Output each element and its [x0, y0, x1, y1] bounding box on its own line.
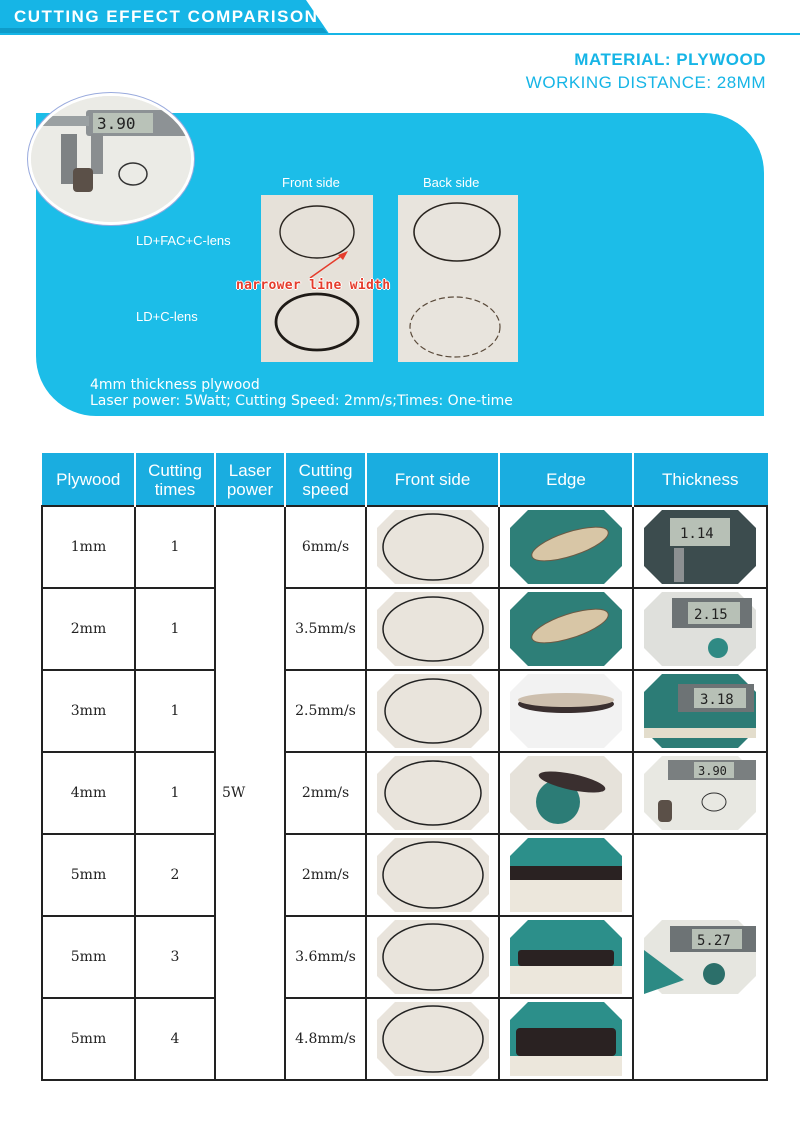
table-header-row	[42, 454, 767, 507]
svg-text:3.90: 3.90	[97, 114, 136, 133]
front-side-photo	[366, 752, 499, 834]
speed-cell: 6mm/s	[285, 506, 366, 588]
working-distance-label: WORKING DISTANCE: 28MM	[525, 73, 766, 92]
front-side-photo	[366, 588, 499, 670]
speed-cell: 3.6mm/s	[285, 916, 366, 998]
thickness-photo	[633, 588, 767, 670]
header-front-side: Front side	[366, 454, 499, 507]
speed-cell: 2.5mm/s	[285, 670, 366, 752]
plywood-cell: 2mm	[42, 588, 135, 670]
times-cell: 4	[135, 998, 215, 1080]
panel-note-thickness: 4mm thickness plywood	[90, 377, 260, 393]
row-clens-label: LD+C-lens	[136, 309, 198, 324]
col-front-label: Front side	[282, 175, 340, 190]
front-side-photo	[366, 998, 499, 1080]
plywood-cell: 1mm	[42, 506, 135, 588]
front-side-photo	[366, 506, 499, 588]
front-side-photo	[366, 834, 499, 916]
edge-photo	[499, 752, 633, 834]
table-row	[42, 752, 767, 834]
plywood-cell: 5mm	[42, 834, 135, 916]
times-cell: 3	[135, 916, 215, 998]
laser-power-cell: 5W	[215, 506, 285, 1080]
table-row	[42, 506, 767, 588]
speed-cell: 4.8mm/s	[285, 998, 366, 1080]
edge-photo	[499, 506, 633, 588]
back-sample-photo	[398, 195, 518, 362]
panel-note-settings: Laser power: 5Watt; Cutting Speed: 2mm/s;Times: One-time	[90, 393, 513, 409]
col-back-label: Back side	[423, 175, 480, 190]
times-cell: 1	[135, 588, 215, 670]
plywood-cell: 5mm	[42, 998, 135, 1080]
section-banner	[0, 0, 330, 35]
caliper-photo	[28, 93, 194, 225]
svg-text:1.14: 1.14	[680, 526, 714, 542]
plywood-cell: 5mm	[42, 916, 135, 998]
thickness-photo	[633, 506, 767, 588]
header-thickness: Thickness	[633, 454, 767, 507]
edge-photo	[499, 670, 633, 752]
times-cell: 1	[135, 670, 215, 752]
header-cutting-speed: Cutting speed	[285, 454, 366, 507]
thickness-photo	[633, 752, 767, 834]
edge-photo	[499, 998, 633, 1080]
header-edge: Edge	[499, 454, 633, 507]
header-cutting-times: Cutting times	[135, 454, 215, 507]
narrower-line-callout: narrower line width	[236, 278, 391, 293]
times-cell: 1	[135, 506, 215, 588]
svg-text:2.15: 2.15	[694, 607, 728, 623]
plywood-cell: 3mm	[42, 670, 135, 752]
svg-text:3.18: 3.18	[700, 692, 734, 708]
cutting-comparison-table	[41, 453, 768, 1081]
header-laser-power: Laser power	[215, 454, 285, 507]
row-fac-label: LD+FAC+C-lens	[136, 233, 231, 248]
svg-text:5.27: 5.27	[697, 933, 731, 949]
header-plywood: Plywood	[42, 454, 135, 507]
banner-divider	[0, 33, 800, 35]
front-side-photo	[366, 916, 499, 998]
material-label: MATERIAL: PLYWOOD	[574, 50, 766, 69]
edge-photo	[499, 834, 633, 916]
thickness-photo	[633, 834, 767, 1080]
callout-arrow	[300, 248, 360, 282]
edge-photo	[499, 916, 633, 998]
speed-cell: 3.5mm/s	[285, 588, 366, 670]
svg-text:3.90: 3.90	[698, 764, 727, 778]
edge-photo	[499, 588, 633, 670]
plywood-cell: 4mm	[42, 752, 135, 834]
times-cell: 1	[135, 752, 215, 834]
speed-cell: 2mm/s	[285, 834, 366, 916]
banner-title: CUTTING EFFECT COMPARISON	[14, 7, 319, 26]
table-row	[42, 670, 767, 752]
front-side-photo	[366, 670, 499, 752]
table-row	[42, 588, 767, 670]
table-row	[42, 834, 767, 916]
thickness-photo	[633, 670, 767, 752]
speed-cell: 2mm/s	[285, 752, 366, 834]
times-cell: 2	[135, 834, 215, 916]
